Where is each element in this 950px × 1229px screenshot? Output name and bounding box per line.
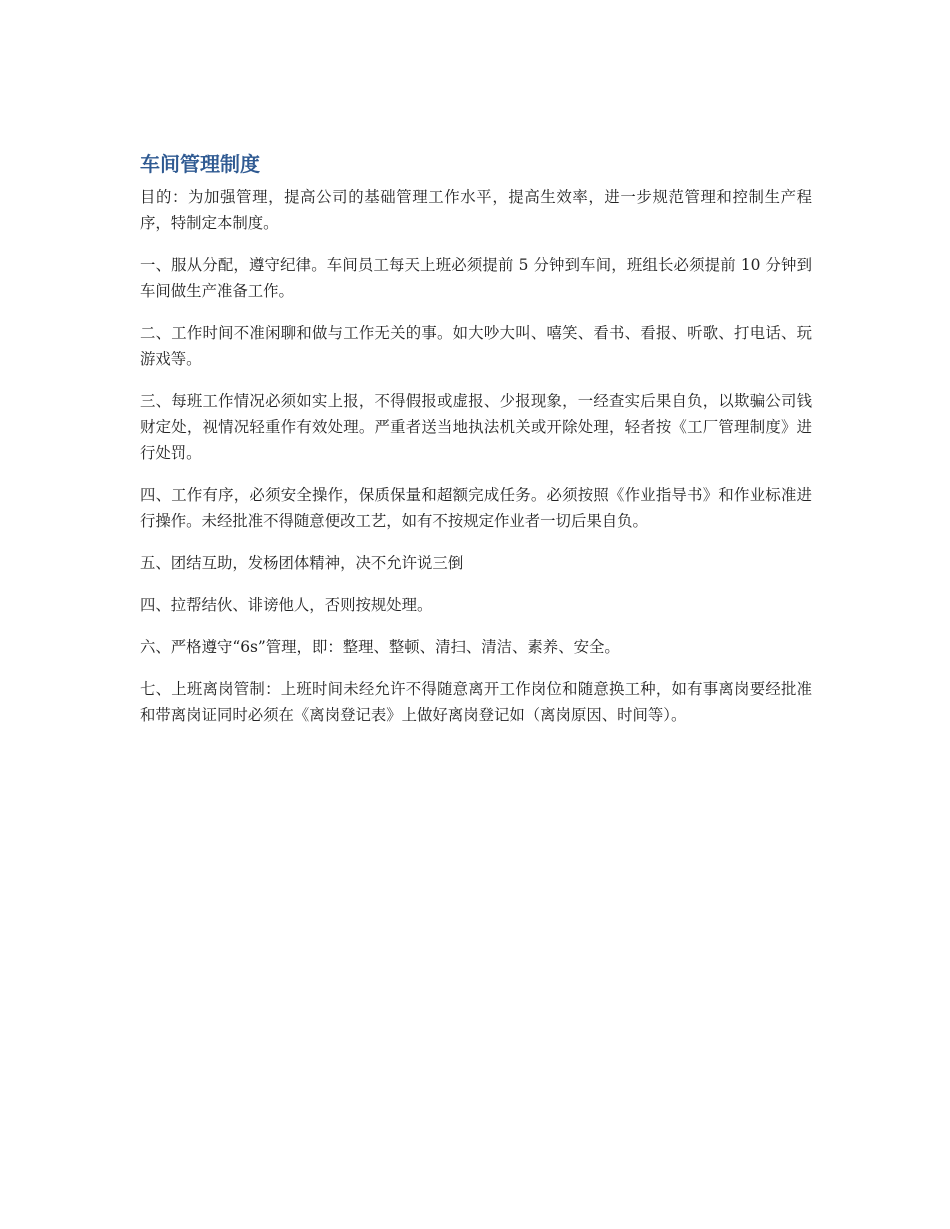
paragraph-rule-1: 一、服从分配，遵守纪律。车间员工每天上班必须提前 5 分钟到车间，班组长必须提前 10 分钟到车间做生产准备工作。 [140,256,812,300]
paragraph-purpose: 目的：为加强管理，提高公司的基础管理工作水平，提高生效率，进一步规范管理和控制生产程序，特制定本制度。 [140,188,812,232]
paragraph-rule-5: 五、团结互助，发杨团体精神，决不允许说三倒 [140,554,464,572]
paragraph-rule-7: 七、上班离岗管制：上班时间未经允许不得随意离开工作岗位和随意换工种，如有事离岗要经批准和带离岗证同时必须在《离岗登记表》上做好离岗登记如（离岗原因、时间等）。 [140,680,812,724]
document-page [140,148,812,744]
paragraph-rule-4: 四、工作有序，必须安全操作，保质保量和超额完成任务。必须按照《作业指导书》和作业标准进行操作。未经批准不得随意便改工艺，如有不按规定作业者一切后果自负。 [140,486,812,530]
paragraph-rule-2: 二、工作时间不准闲聊和做与工作无关的事。如大吵大叫、嘻笑、看书、看报、听歌、打电话、玩游戏等。 [140,324,812,368]
paragraph-rule-6: 六、严格遵守“6s”管理，即：整理、整顿、清扫、清洁、素养、安全。 [140,638,620,656]
paragraph-rule-3: 三、每班工作情况必须如实上报，不得假报或虚报、少报现象，一经查实后果自负，以欺骗公司钱财定处，视情况轻重作有效处理。严重者送当地执法机关或开除处理，轻者按《工厂管理制度》进行处罚。 [140,392,812,462]
paragraph-rule-4b: 四、拉帮结伙、诽谤他人，否则按规处理。 [140,596,433,614]
document-title: 车间管理制度 [140,152,260,176]
